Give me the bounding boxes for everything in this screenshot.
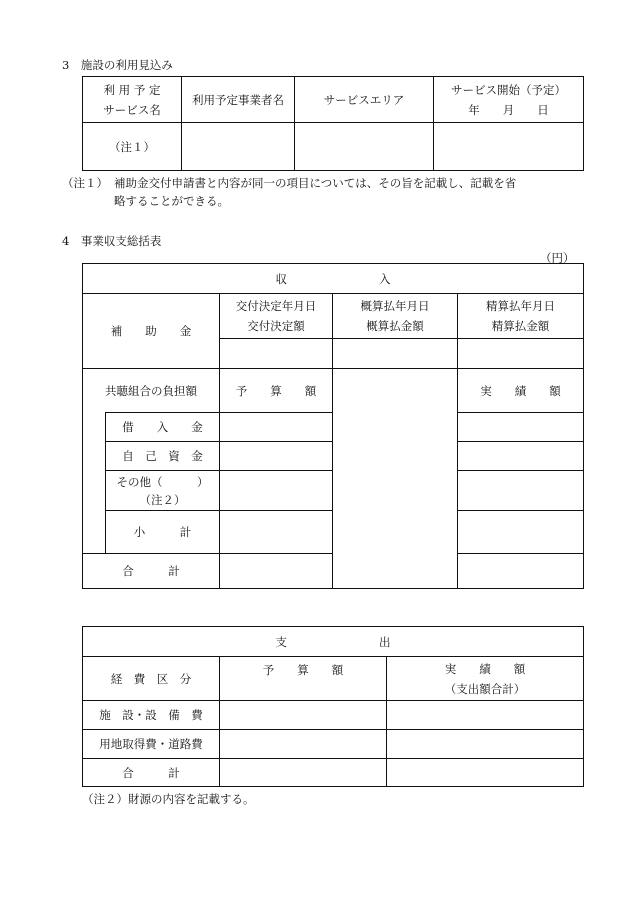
note1-line2: 略することができる。 (114, 194, 229, 208)
burden-label: 共聴組合の負担額 (83, 369, 220, 413)
expense-title: 支 出 (83, 627, 584, 657)
section3-heading: 3 施設の利用見込み (62, 58, 173, 72)
header-start-date: サービス開始（予定） 年 月 日 (434, 77, 584, 123)
own-funds-budget (220, 442, 333, 471)
expense-total-label: 合 計 (83, 759, 220, 787)
expense-category-header: 経 費 区 分 (83, 657, 220, 701)
header-advance-payment: 概算払年月日 概算払金額 (333, 294, 458, 339)
own-funds-actual (458, 442, 584, 471)
other-budget (220, 471, 333, 511)
cell-start-date (434, 123, 584, 171)
facility-budget (220, 701, 387, 730)
advance-blank (333, 369, 458, 589)
income-total-actual (458, 554, 584, 589)
subsidy-label: 補 助 金 (83, 294, 220, 369)
income-table (82, 263, 584, 589)
land-label: 用地取得費・道路費 (83, 730, 220, 759)
other-label: その他（ ） （注２） (106, 471, 220, 511)
note1-label: （注１） (62, 176, 108, 190)
cell-operator (182, 123, 295, 171)
land-budget (220, 730, 387, 759)
facility-usage-table (82, 76, 584, 171)
loan-budget (220, 413, 333, 442)
note1-line1: 補助金交付申請書と内容が同一の項目については、その旨を記載し、記載を省 (114, 176, 517, 190)
cell-settlement-payment (458, 339, 584, 369)
budget-header: 予 算 額 (220, 369, 333, 413)
header-service-name: 利 用 予 定 サービス名 (83, 77, 182, 123)
facility-actual (387, 701, 584, 730)
header-area: サービスエリア (295, 77, 434, 123)
expense-actual-header: 実 績 額 （支出額合計） (387, 657, 584, 701)
subtotal-label: 小 計 (106, 511, 220, 554)
loan-label: 借 入 金 (106, 413, 220, 442)
expense-total-actual (387, 759, 584, 787)
subtotal-actual (458, 511, 584, 554)
income-total-label: 合 計 (83, 554, 220, 589)
cell-advance-payment (333, 339, 458, 369)
cell-area (295, 123, 434, 171)
unit-label: （円） (540, 251, 575, 265)
header-grant-decision: 交付決定年月日 交付決定額 (220, 294, 333, 339)
land-actual (387, 730, 584, 759)
section4-heading: 4 事業収支総括表 (62, 234, 162, 248)
subtotal-budget (220, 511, 333, 554)
header-settlement-payment: 精算払年月日 精算払金額 (458, 294, 584, 339)
income-total-budget (220, 554, 333, 589)
actual-header: 実 績 額 (458, 369, 584, 413)
indent-spacer (83, 413, 106, 554)
own-funds-label: 自 己 資 金 (106, 442, 220, 471)
header-operator: 利用予定事業者名 (182, 77, 295, 123)
expense-budget-header: 予 算 額 (220, 657, 387, 701)
expense-table (82, 626, 584, 787)
income-title: 収 入 (83, 264, 584, 294)
other-actual (458, 471, 584, 511)
note2: （注２）財源の内容を記載する。 (82, 792, 255, 806)
expense-total-budget (220, 759, 387, 787)
loan-actual (458, 413, 584, 442)
facility-label: 施 設・設 備 費 (83, 701, 220, 730)
cell-grant-decision (220, 339, 333, 369)
row-note-1: （注１） (83, 123, 182, 171)
